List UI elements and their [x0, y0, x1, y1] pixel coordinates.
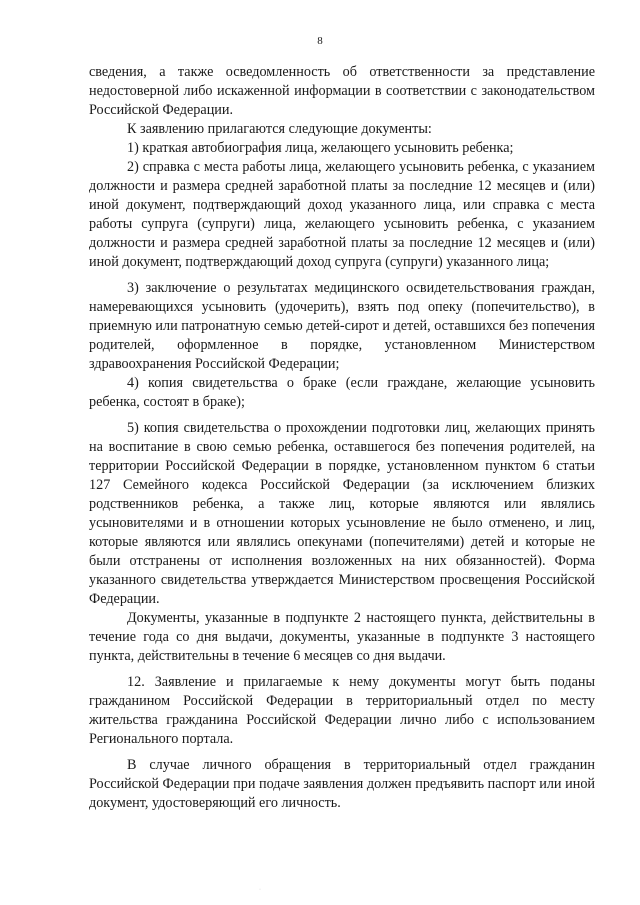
list-item-autobiography: 1) краткая автобиография лица, желающего усыновить ребенка;	[127, 140, 514, 156]
list-item-marriage-certificate: 4) копия свидетельства о браке (если граждане, желающие усыновить ребенка, состоят в браке);	[89, 375, 595, 410]
paragraph-attachments-intro: К заявлению прилагаются следующие документы:	[127, 121, 432, 137]
paragraph-continuation: сведения, а также осведомленность об ответственности за представление недостоверной либо искаженной информации в соответствии с законодательством Российской Федерации.	[89, 64, 595, 118]
page-number: 8	[317, 35, 323, 47]
paragraph-personal-appeal: В случае личного обращения в территориальный отдел гражданин Российской Федерации при подаче заявления должен предъявить паспорт или иной документ, удостоверяющий его личность.	[89, 757, 595, 811]
paragraph-validity: Документы, указанные в подпункте 2 настоящего пункта, действительны в течение года со дня выдачи, документы, указанные в подпункте 3 настоящего пункта, действительны в течение 6 месяцев со дня выдачи.	[89, 610, 595, 664]
list-item-medical-report: 3) заключение о результатах медицинского освидетельствования граждан, намеревающихся усыновить (удочерить), взять под опеку (попечительство), в приемную или патронатную семью детей-сирот и детей, оставшихся без попечения родителей, оформленное в порядке, установленном Министерством здравоохранения Российской Федерации;	[89, 280, 595, 372]
document-body	[89, 63, 595, 813]
paragraph-12-submission: 12. Заявление и прилагаемые к нему документы могут быть поданы гражданином Российской Федерации в территориальный отдел по месту жительства гражданина Российской Федерации лично либо с использованием Регионального портала.	[89, 674, 595, 747]
list-item-income-certificate: 2) справка с места работы лица, желающего усыновить ребенка, с указанием должности и размера средней заработной платы за последние 12 месяцев и (или) иной документ, подтверждающий доход указанного лица, или справка с места работы супруга (супруги) лица, желающего усыновить ребенка, с указанием должности и размера средней заработной платы за последние 12 месяцев и (или) иной документ, подтверждающий доход супруга (супруги) указанного лица;	[89, 159, 595, 270]
list-item-training-certificate: 5) копия свидетельства о прохождении подготовки лиц, желающих принять на воспитание в свою семью ребенка, оставшегося без попечения родителей, на территории Российской Федерации в порядке, установленном пунктом 6 статьи 127 Семейного кодекса Российской Федерации (за исключением близких родственников ребенка, а также лиц, которые являются или являлись усыновителями и в отношении которых усыновление не было отменено, и лиц, которые являются или являлись опекунами (попечителями) детей и которые не были отстранены от исполнения возложенных на них обязанностей). Форма указанного свидетельства утверждается Министерством просвещения Российской Федерации.	[89, 420, 595, 607]
scan-dot-mark: ·	[259, 887, 261, 893]
